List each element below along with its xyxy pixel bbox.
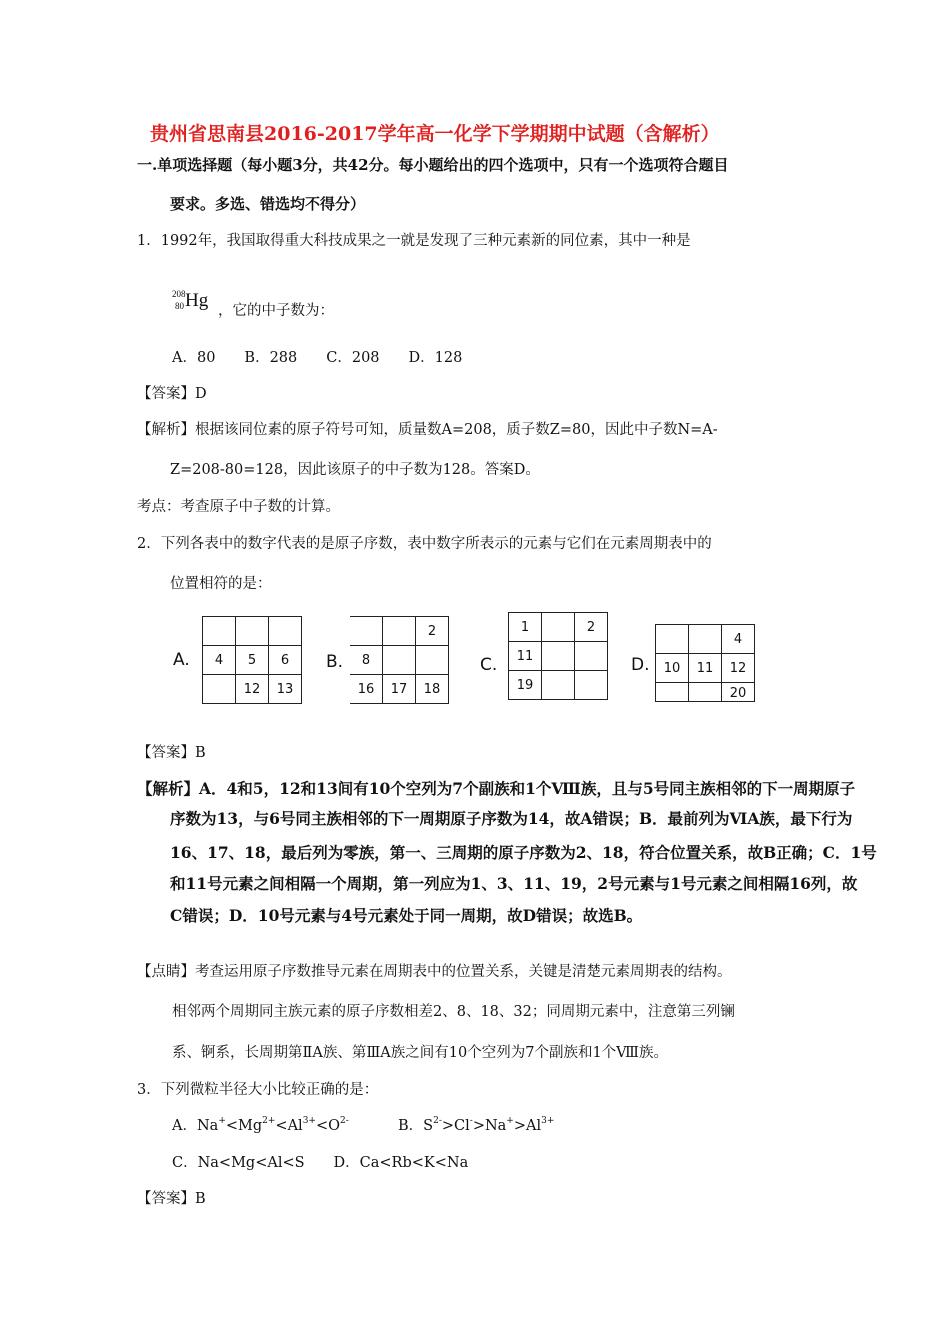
q1-options: A．80 B．288 C．208 D．128 (172, 350, 463, 366)
q2-analysis-line: 序数为13，与6号同主族相邻的下一周期原子序数为14，故A错误；B．最前列为ⅥA族，最下行为 (170, 809, 853, 828)
table-cell (416, 646, 449, 675)
table-cell: 4 (722, 625, 755, 654)
q3-stem: 3．下列微粒半径大小比较正确的是： (137, 1082, 379, 1098)
table-cell (203, 617, 236, 646)
table-cell: 19 (509, 671, 542, 700)
q2-answer: 【答案】B (137, 745, 206, 761)
q3-options-cd: C．Na<Mg<Al<S D．Ca<Rb<K<Na (172, 1155, 469, 1171)
option-c-label: C. (480, 655, 498, 675)
table-cell: 10 (656, 654, 689, 683)
table-cell: 12 (722, 654, 755, 683)
q2-stem: 2．下列各表中的数字代表的是原子序数，表中数字所表示的元素与它们在元素周期表中的 (137, 536, 712, 552)
table-option-d (655, 624, 755, 702)
table-cell (575, 671, 608, 700)
q1-point: 考点：考查原子中子数的计算。 (137, 499, 340, 515)
table-cell (542, 613, 575, 642)
table-cell (236, 617, 269, 646)
atomic-number: 80 (175, 301, 184, 311)
table-cell: 2 (575, 613, 608, 642)
nuclide-symbol (172, 289, 222, 318)
page-title: 贵州省思南县2016-2017学年高一化学下学期期中试题（含解析） (150, 123, 720, 145)
table-cell: 11 (689, 654, 722, 683)
q2-tip-line: 相邻两个周期同主族元素的原子序数相差2、8、18、32；同周期元素中，注意第三列镧 (172, 1004, 735, 1020)
q3-option-a: A．$Na^+<Mg^{2+}<Al^{3+}<O^{2-}$ (172, 1116, 349, 1134)
q2-tip: 【点睛】考查运用原子序数推导元素在周期表中的位置关系，关键是清楚元素周期表的结构。 (137, 964, 732, 980)
table-cell: 11 (509, 642, 542, 671)
option-a-label: A. (173, 650, 190, 670)
table-cell (542, 642, 575, 671)
table-cell: 2 (416, 617, 449, 646)
table-cell (269, 617, 302, 646)
table-cell: 16 (350, 675, 383, 704)
q1-analysis-cont: Z=208-80=128，因此该原子的中子数为128。答案D。 (170, 462, 540, 478)
table-cell (350, 617, 383, 646)
table-cell: 5 (236, 646, 269, 675)
table-option-a (202, 616, 302, 704)
table-option-b (350, 616, 449, 704)
q1-answer: 【答案】D (137, 386, 207, 402)
table-cell (689, 625, 722, 654)
q1-analysis: 【解析】根据该同位素的原子符号可知，质量数A=208，质子数Z=80，因此中子数N=A- (137, 422, 718, 438)
option-d-label: D. (631, 655, 650, 675)
q2-analysis-line: 【解析】A．4和5，12和13间有10个空列为7个副族和1个Ⅷ族，且与5号同主族相邻的下一周期原子 (137, 779, 856, 798)
table-cell (656, 683, 689, 702)
q2-analysis-line: C错误；D．10号元素与4号元素处于同一周期，故D错误；故选B。 (170, 906, 643, 925)
q1-stem: 1．1992年，我国取得重大科技成果之一就是发现了三种元素新的同位素，其中一种是 (137, 233, 691, 249)
q1-stem-cont: ，它的中子数为： (218, 303, 334, 319)
table-cell (383, 646, 416, 675)
table-option-c (508, 612, 608, 700)
table-cell: 8 (350, 646, 383, 675)
table-cell: 1 (509, 613, 542, 642)
element-symbol: Hg (185, 290, 209, 311)
table-cell: 17 (383, 675, 416, 704)
q2-analysis-line: 和11号元素之间相隔一个周期，第一列应为1、3、11、19，2号元素与1号元素之间相隔16列，故 (170, 874, 858, 893)
mass-number: 208 (172, 289, 186, 299)
table-cell (689, 683, 722, 702)
table-cell: 6 (269, 646, 302, 675)
table-cell: 13 (269, 675, 302, 704)
table-cell: 20 (722, 683, 755, 702)
q3-option-b: B．$S^{2-}>Cl^->Na^+>Al^{3+}$ (398, 1116, 555, 1134)
q2-analysis-line: 16、17、18，最后列为零族，第一、三周期的原子序数为2、18，符合位置关系，故B正确；C．1号 (170, 843, 877, 862)
q3-answer: 【答案】B (137, 1191, 206, 1207)
table-cell (203, 675, 236, 704)
table-cell: 12 (236, 675, 269, 704)
table-cell (383, 617, 416, 646)
table-cell (656, 625, 689, 654)
section-heading-cont: 要求。多选、错选均不得分） (170, 195, 366, 213)
option-b-label: B. (326, 652, 344, 672)
table-cell (542, 671, 575, 700)
table-cell: 4 (203, 646, 236, 675)
q2-tip-line: 系、锕系，长周期第ⅡA族、第ⅢA族之间有10个空列为7个副族和1个Ⅷ族。 (172, 1045, 669, 1061)
q2-stem-cont: 位置相符的是： (170, 576, 272, 592)
table-cell: 18 (416, 675, 449, 704)
table-cell (575, 642, 608, 671)
section-heading: 一.单项选择题（每小题3分，共42分。每小题给出的四个选项中，只有一个选项符合题目 (137, 156, 729, 174)
